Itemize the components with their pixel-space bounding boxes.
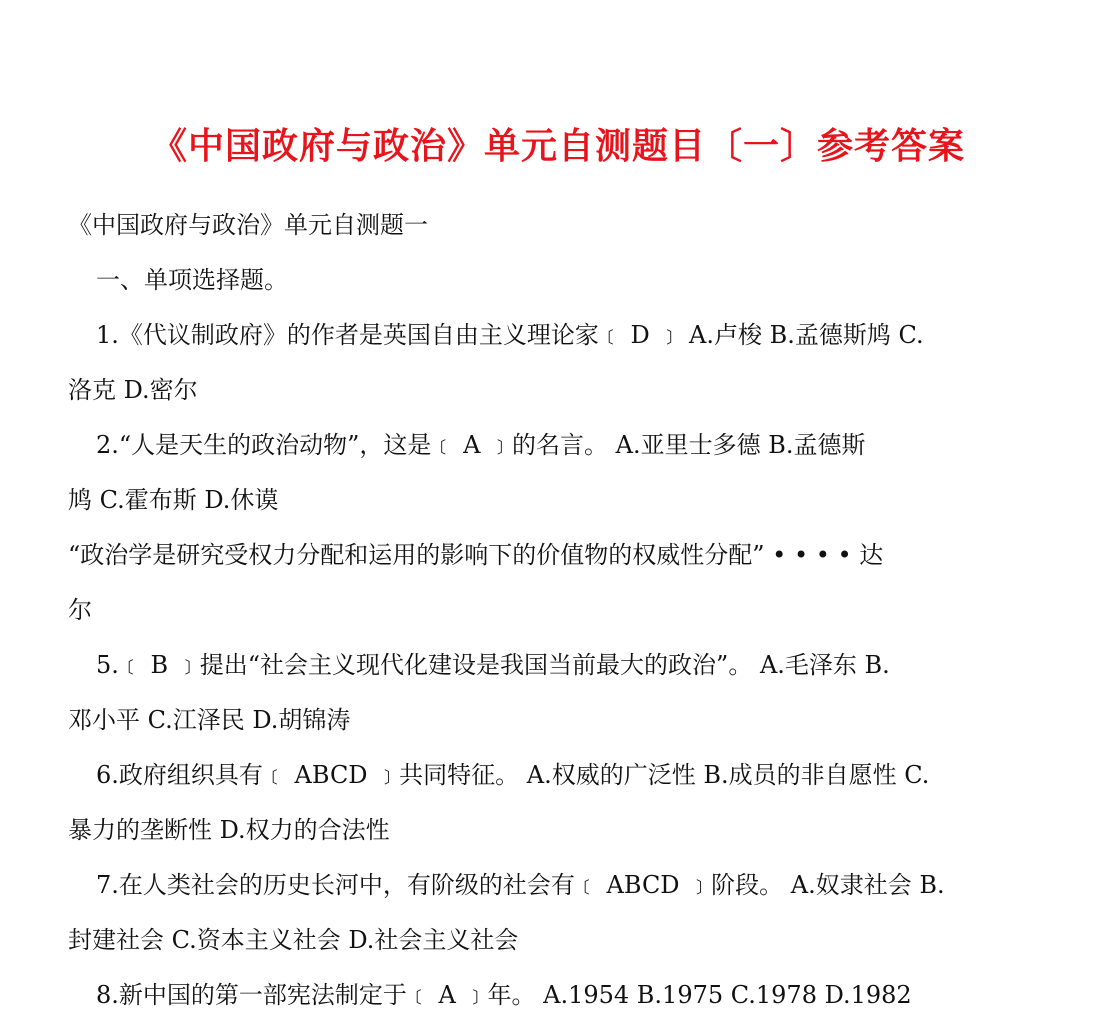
question-line: 鸠 C.霍布斯 D.休谟 [68, 486, 279, 514]
quote-line: 尔 [68, 596, 92, 624]
section-heading: 《中国政府与政治》单元自测题一 [68, 211, 428, 239]
question-line: 6.政府组织具有﹝ ABCD ﹞共同特征。 A.权威的广泛性 B.成员的非自愿性 C. [96, 761, 930, 789]
question-line: 5.﹝ B ﹞提出“社会主义现代化建设是我国当前最大的政治”。 A.毛泽东 B. [96, 651, 890, 679]
question-line: 2.“人是天生的政治动物”，这是﹝ A ﹞的名言。 A.亚里士多德 B.孟德斯 [96, 431, 866, 459]
question-line: 暴力的垄断性 D.权力的合法性 [68, 816, 390, 844]
question-line: 7.在人类社会的历史长河中，有阶级的社会有﹝ ABCD ﹞阶段。 A.奴隶社会 B. [96, 871, 945, 899]
question-line: 洛克 D.密尔 [68, 376, 198, 404]
quote-line: “政治学是研究受权力分配和运用的影响下的价值物的权威性分配” • • • • 达 [68, 541, 884, 569]
document-title: 《中国政府与政治》单元自测题目〔一〕参考答案 [150, 126, 965, 167]
question-line: 8.新中国的第一部宪法制定于﹝ A ﹞年。 A.1954 B.1975 C.1978 D.1982 [96, 981, 912, 1009]
question-line: 1.《代议制政府》的作者是英国自由主义理论家﹝ D ﹞ A.卢梭 B.孟德斯鸠 C. [96, 321, 924, 349]
question-line: 封建社会 C.资本主义社会 D.社会主义社会 [68, 926, 519, 954]
subsection-heading: 一、单项选择题。 [96, 266, 288, 294]
question-line: 邓小平 C.江泽民 D.胡锦涛 [68, 706, 351, 734]
document-body [68, 198, 1048, 1023]
